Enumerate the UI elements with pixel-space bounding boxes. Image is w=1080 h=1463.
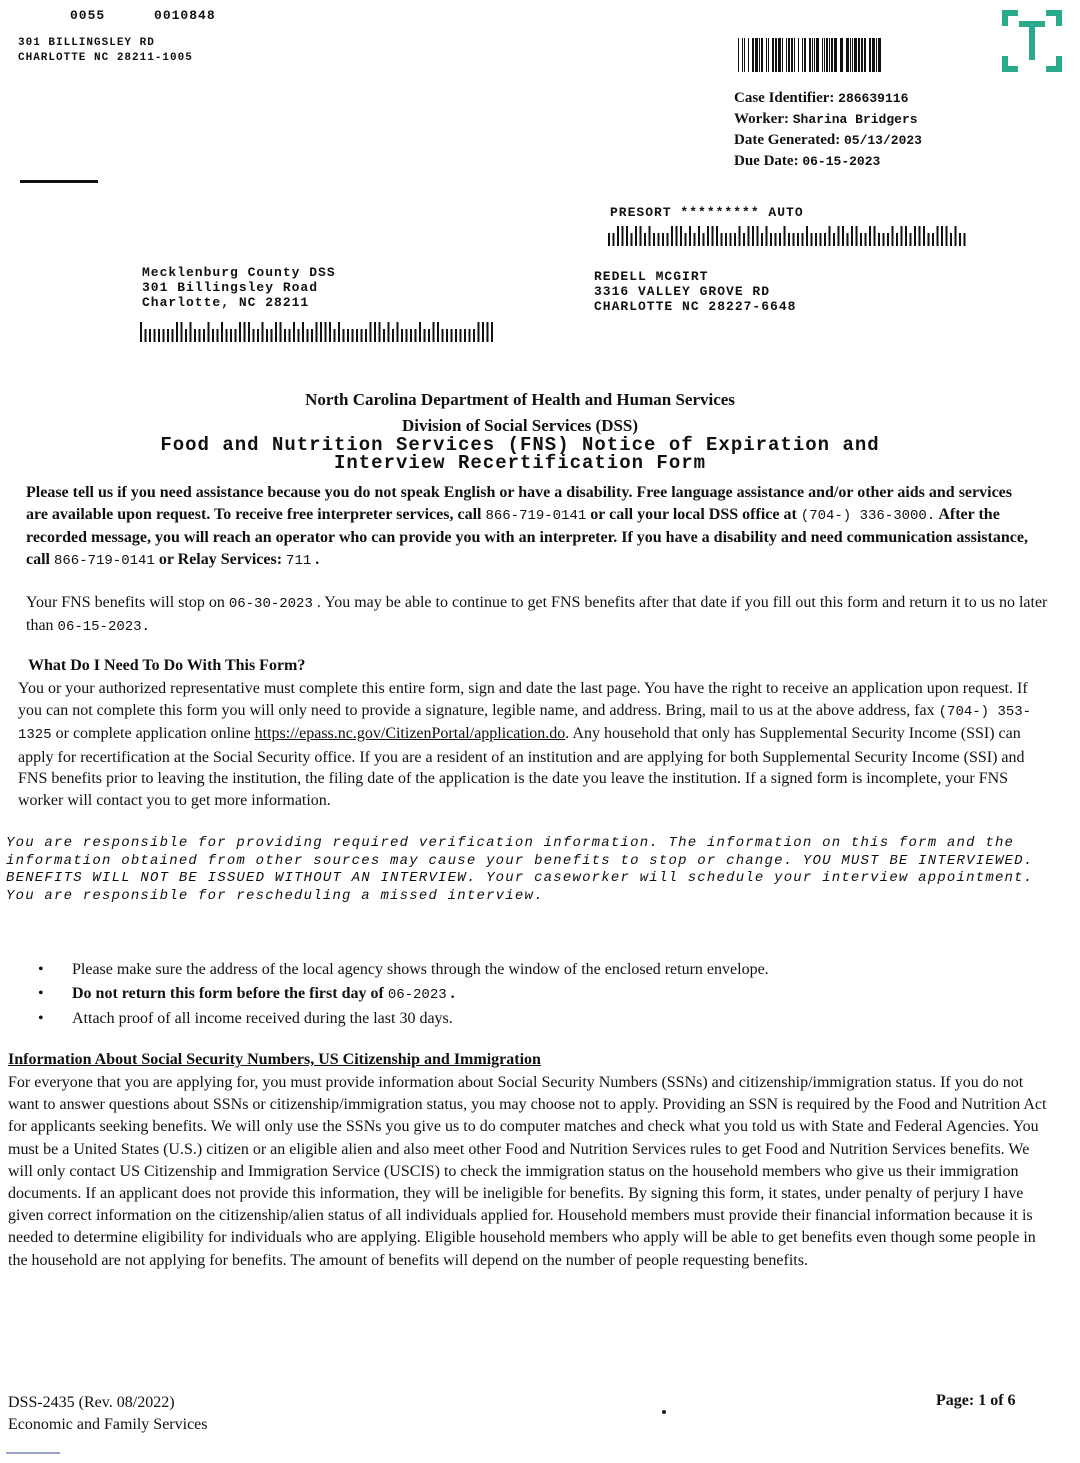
form-title-line: Interview Recertification Form bbox=[333, 452, 707, 474]
mail-codes bbox=[70, 8, 256, 23]
recipient-address-line: 3316 VALLEY GROVE RD bbox=[594, 284, 771, 299]
relay-number: 711 bbox=[286, 553, 312, 569]
local-dss-phone: (704-) 336-3000. bbox=[800, 508, 936, 524]
page-number: Page: 1 of 6 bbox=[936, 1392, 1016, 1409]
mail-code-1: 0055 bbox=[70, 8, 106, 23]
dss-address-line: Mecklenburg County DSS bbox=[142, 265, 336, 280]
fax-number: (704-) 353-1325 bbox=[18, 703, 1032, 743]
scanner-logo-icon bbox=[1002, 10, 1062, 72]
responsibility-notice: You are responsible for providing required verification information. The information on this form and the information obtained from other sources may cause your benefits to stop or change. YOU MUST BE INTERVIEWED. BENEFITS WILL NOT BE ISSUED WITHOUT AN INTERVIEW. Your caseworker will schedule your interview appointment. You are responsible for rescheduling a missed interview. bbox=[6, 835, 1034, 904]
form-title bbox=[80, 436, 960, 472]
recipient-address-line: CHARLOTTE NC 28227-6648 bbox=[594, 299, 797, 314]
form-footer bbox=[8, 1392, 208, 1436]
case-info bbox=[734, 88, 922, 172]
ssn-citizenship-paragraph: For everyone that you are applying for, you must provide information about Social Security Numbers (SSNs) and citizenship/immigration status. If you do not want to answer questions about SSNs or citizenship/immigration status, you may choose not to apply. Providing an SSN is required by the Food and Nutrition Act for applicants seeking benefits. We will only use the SSNs you give us to do computer matches and check what you told us with State and Federal Agencies. You must be a United States (U.S.) citizen or an eligible alien and also meet other Food and Nutrition Services rules to get Food and Nutrition Services benefits. We will only contact US Citizenship and Immigration Service (USCIS) to check the immigration status on the household members who give us their immigration documents. If an applicant does not provide this information, they will be ineligible for benefits. By signing this form, it states, under penalty of perjury I have given correct information on the citizenship/alien status of all individuals applied for. Household members must provide their financial information because it is needed to determine eligibility for individuals who are applying. Eligible household members who apply will be able to get benefits even though some people in the household are not applying for benefits. The amount of benefits will depend on the number of people requesting benefits. bbox=[8, 1074, 1047, 1269]
interpreter-phone: 866-719-0141 bbox=[485, 508, 587, 524]
instructions-list bbox=[38, 958, 988, 1031]
benefits-paragraph: Your FNS benefits will stop on 06-30-2023 . You may be able to continue to get FNS benefits after that date if you fill out this form and return it to us no later than 06-15-2023. bbox=[26, 594, 1048, 635]
stop-date: 06-30-2023 bbox=[228, 596, 313, 612]
dss-address-line: 301 Billingsley Road bbox=[142, 280, 319, 295]
disability-phone: 866-719-0141 bbox=[54, 553, 155, 569]
list-item: • Attach proof of all income received during the last 30 days. bbox=[38, 1010, 453, 1027]
application-link[interactable]: https://epass.nc.gov/CitizenPortal/application.do bbox=[254, 725, 566, 742]
barcode-icon bbox=[738, 38, 884, 72]
footer-department: Economic and Family Services bbox=[8, 1416, 208, 1433]
recipient-address bbox=[594, 269, 796, 314]
form-title-line: Food and Nutrition Services (FNS) Notice of Expiration and bbox=[160, 434, 880, 456]
presort-line: PRESORT ********* AUTO bbox=[610, 205, 804, 220]
case-identifier: Case Identifier: 286639116 bbox=[734, 90, 909, 106]
return-address-line: CHARLOTTE NC 28211-1005 bbox=[18, 52, 193, 64]
dss-address bbox=[142, 265, 336, 310]
dss-address-line: Charlotte, NC 28211 bbox=[142, 295, 310, 310]
divider bbox=[20, 180, 98, 183]
bottom-rule bbox=[6, 1452, 60, 1454]
postal-barcode-icon bbox=[608, 226, 970, 246]
first-day-date: 06-2023 bbox=[387, 986, 447, 1003]
postal-barcode-icon bbox=[140, 322, 496, 342]
return-address-line: 301 BILLINGSLEY RD bbox=[18, 37, 155, 49]
case-worker: Worker: Sharina Bridgers bbox=[734, 111, 918, 127]
return-date: 06-15-2023. bbox=[57, 619, 150, 635]
assistance-paragraph: Please tell us if you need assistance because you do not speak English or have a disability. Free language assistance and/or other aids and services are available upon request. To receive free interpreter services, call 866-719-0141 or call your local DSS office at (704-) 336-3000. After the recorded message, you will reach an operator who can provide you with an interpreter. If you have a disability and need communication assistance, call 866-719-0141 or Relay Services: 711 . bbox=[26, 484, 1028, 569]
form-number: DSS-2435 (Rev. 08/2022) bbox=[8, 1394, 175, 1411]
what-to-do-paragraph: You or your authorized representative must complete this entire form, sign and date the last page. You have the right to receive an application upon request. If you can not complete this form you will only need to provide a signature, legible name, and address. Bring, mail to us at the above address, fax (704-) 353-1325 or complete application online https://epass.nc.gov/CitizenPortal/application.do. Any household that only has Supplemental Security Income (SSI) can apply for recertification at the Social Security office. If you are a resident of an institution and are applying for both Supplemental Security Income (SSI) and FNS benefits prior to leaving the institution, the filing date of the application is the date you leave the institution. If a signed form is incomplete, your FNS worker will contact you to get more information. bbox=[18, 680, 1032, 809]
what-to-do-heading: What Do I Need To Do With This Form? bbox=[28, 657, 306, 674]
mail-code-2: 0010848 bbox=[154, 8, 216, 23]
division-heading: Division of Social Services (DSS) bbox=[401, 416, 639, 435]
department-heading: North Carolina Department of Health and Human Services bbox=[305, 390, 735, 409]
due-date: Due Date: 06-15-2023 bbox=[734, 153, 881, 169]
speck bbox=[662, 1410, 666, 1414]
list-item: • Do not return this form before the first day of 06-2023 . bbox=[38, 984, 455, 1003]
recipient-address-line: REDELL MCGIRT bbox=[594, 269, 709, 284]
date-generated: Date Generated: 05/13/2023 bbox=[734, 132, 922, 148]
ssn-citizenship-heading: Information About Social Security Numbers, US Citizenship and Immigration bbox=[8, 1051, 541, 1068]
list-item: • Please make sure the address of the local agency shows through the window of the enclosed return envelope. bbox=[38, 961, 769, 978]
return-address bbox=[18, 36, 193, 66]
